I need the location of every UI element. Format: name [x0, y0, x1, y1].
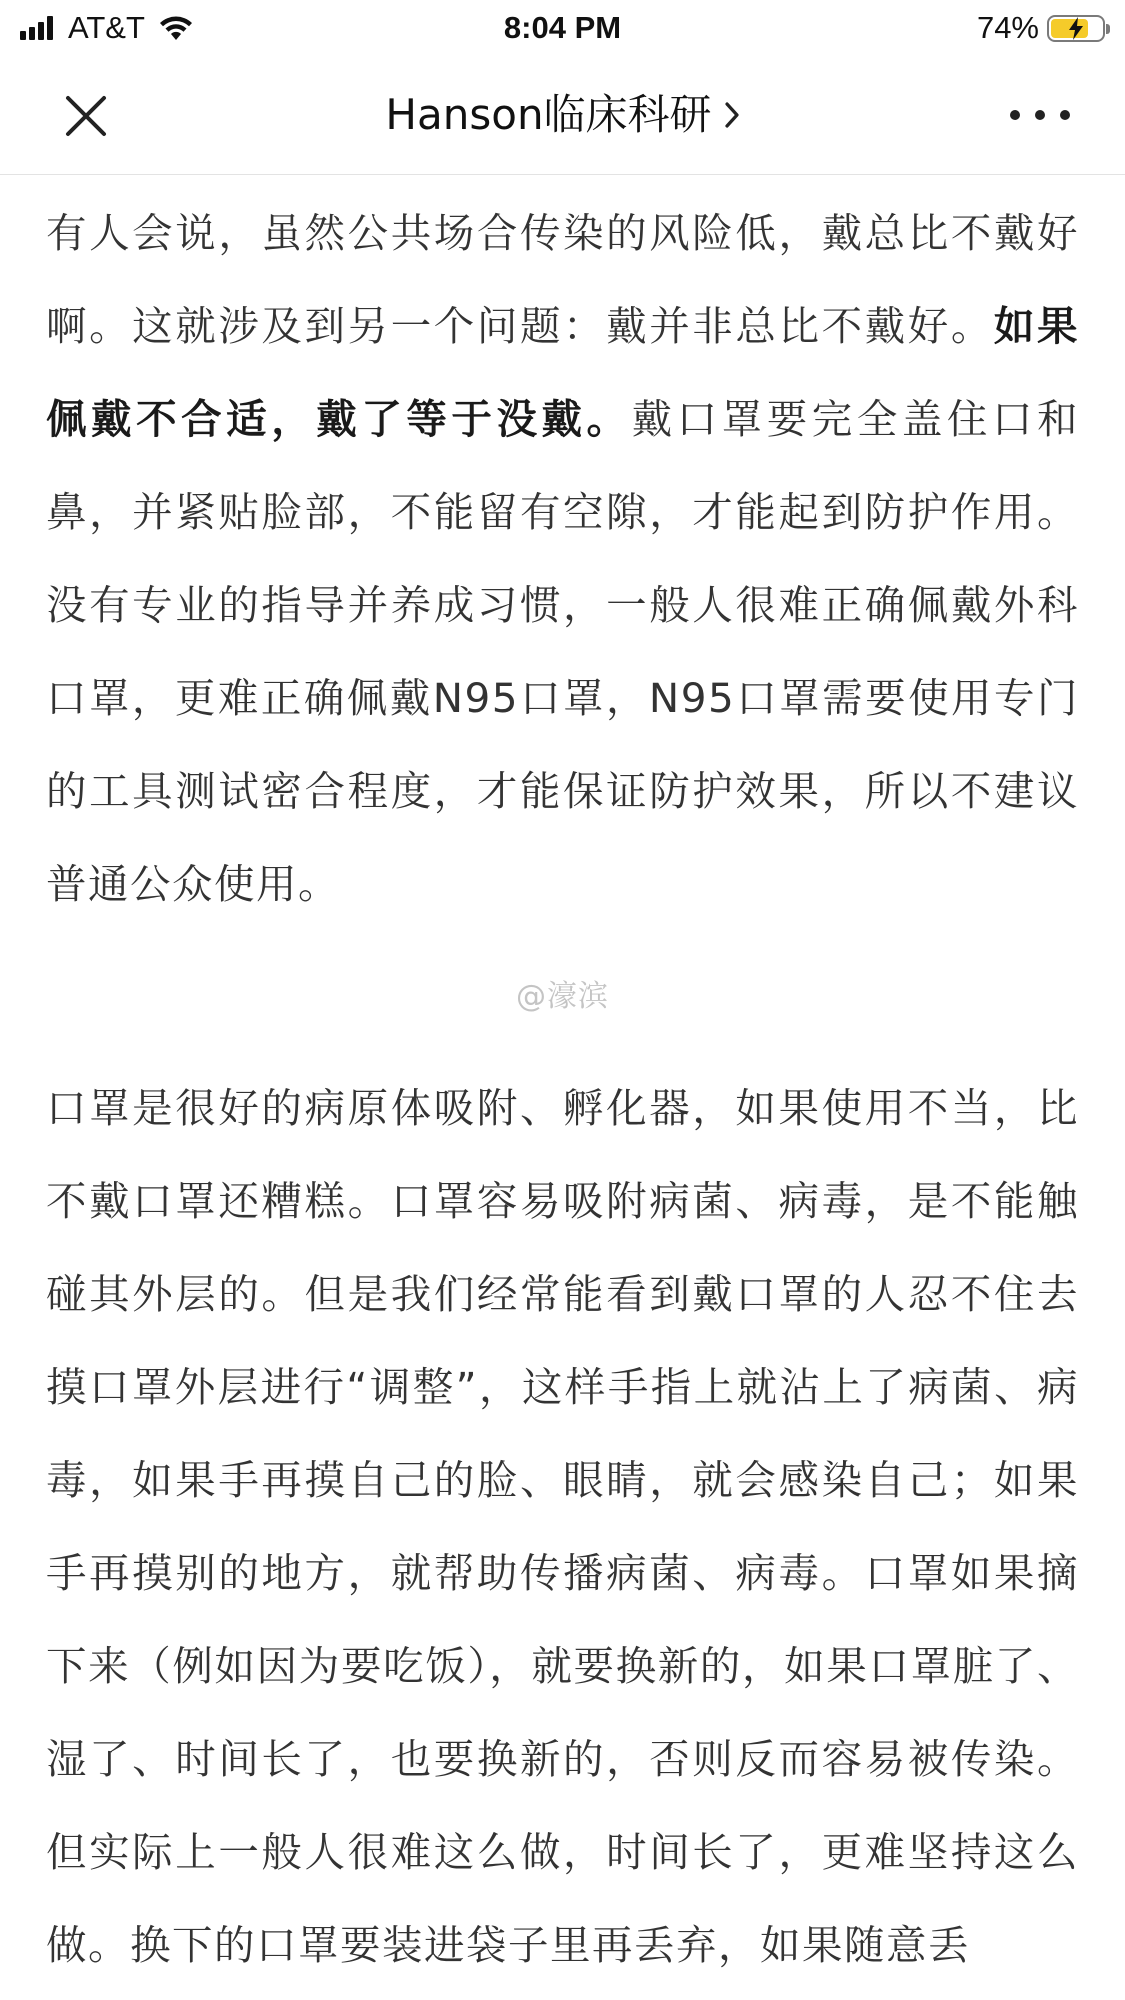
more-dot — [1060, 110, 1070, 120]
image-watermark: @濠滨 — [516, 979, 609, 1014]
paragraph-1-bold-emphasis: 如果佩戴不合适，戴了等于没戴。 — [46, 302, 1080, 443]
chevron-right-icon — [724, 100, 740, 130]
battery-percentage: 74% — [976, 10, 1039, 45]
status-bar — [0, 0, 1125, 56]
article-paragraph-2: 口罩是很好的病原体吸附、孵化器，如果使用不当，比不戴口罩还糟糕。口罩容易吸附病菌、病毒，是不能触碰其外层的。但是我们经常能看到戴口罩的人忍不住去摸口罩外层进行“调整”，这样手指上就沾上了病菌、病毒，如果手再摸自己的脸、眼睛，就会感染自己；如果手再摸别的地方，就帮助传播病菌、病毒。口罩如果摘下来（例如因为要吃饭），就要换新的，如果口罩脏了、湿了、时间长了，也要换新的，否则反而容易被传染。但实际上一般人很难这么做，时间长了，更难坚持这么做。换下的口罩要装进袋子里再丢弃，如果随意丢 — [46, 1084, 1079, 1969]
more-options-button[interactable] — [1010, 100, 1070, 130]
status-right — [977, 8, 1105, 48]
navigation-bar — [0, 56, 1125, 175]
more-dot — [1010, 110, 1020, 120]
article-paragraph-1 — [46, 187, 1079, 931]
account-name: Hanson临床科研 — [385, 90, 712, 139]
battery-icon — [1047, 15, 1105, 42]
paragraph-1-text-end: 戴口罩要完全盖住口和鼻，并紧贴脸部，不能留有空隙，才能起到防护作用。没有专业的指导并养成习惯，一般人很难正确佩戴外科口罩，更难正确佩戴N95口罩，N95口罩需要使用专门的工具测试密合程度，才能保证防护效果，所以不建议普通公众使用。 — [46, 395, 1080, 908]
paragraph-1-text-start: 有人会说，虽然公共场合传染的风险低，戴总比不戴好啊。这就涉及到另一个问题：戴并非总比不戴好。 — [46, 209, 1079, 350]
charging-bolt-icon — [1066, 17, 1086, 40]
carrier-name: AT&T — [68, 10, 145, 45]
clock: 8:04 PM — [503, 10, 622, 45]
more-dot — [1035, 110, 1045, 120]
account-title-link[interactable] — [385, 86, 739, 144]
article-body — [46, 187, 1079, 1992]
nav-title-wrapper — [0, 86, 1125, 144]
